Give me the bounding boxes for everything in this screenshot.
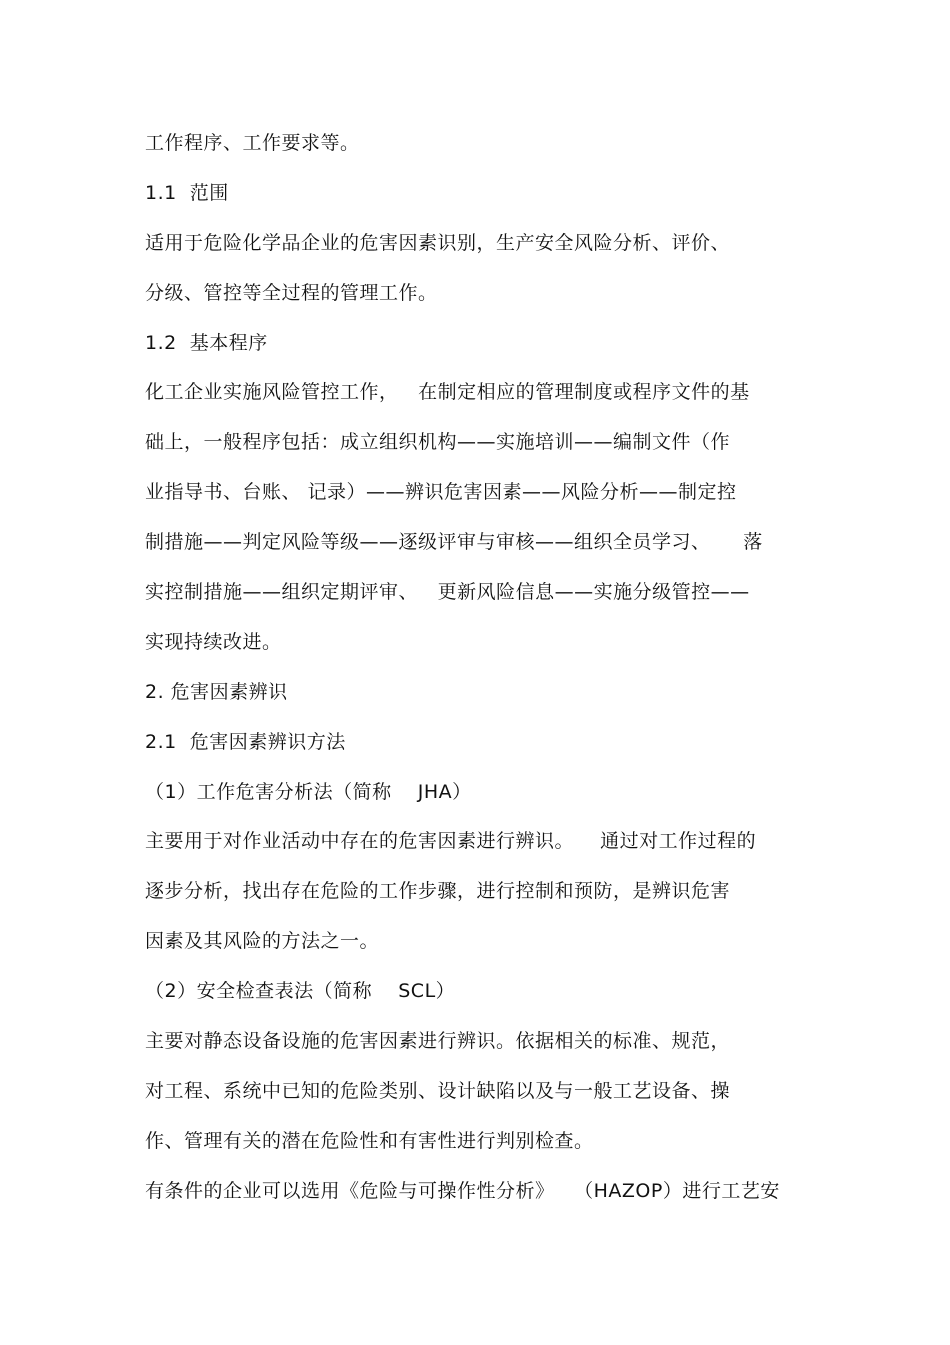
section-heading: 2.1 危害因素辨识方法: [145, 731, 346, 753]
text-line: 主要对静态设备设施的危害因素进行辨识。依据相关的标准、规范，: [145, 1030, 731, 1052]
text-line: 制措施——判定风险等级——逐级评审与审核——组织全员学习、 落: [145, 531, 763, 553]
text-line: 因素及其风险的方法之一。: [145, 930, 380, 952]
text-line: 主要用于对作业活动中存在的危害因素进行辨识。 通过对工作过程的: [145, 830, 757, 852]
text-line: 工作程序、工作要求等。: [145, 132, 360, 154]
section-heading: 1.2 基本程序: [145, 332, 268, 354]
section-heading: 2. 危害因素辨识: [145, 681, 288, 703]
text-line: 分级、管控等全过程的管理工作。: [145, 282, 438, 304]
text-line: 础上，一般程序包括：成立组织机构——实施培训——编制文件（作: [145, 431, 731, 453]
text-line: 对工程、系统中已知的危险类别、设计缺陷以及与一般工艺设备、操: [145, 1080, 731, 1102]
text-line: 作、管理有关的潜在危险性和有害性进行判别检查。: [145, 1130, 594, 1152]
text-line: 实控制措施——组织定期评审、 更新风险信息——实施分级管控——: [145, 581, 750, 603]
text-line: 逐步分析，找出存在危险的工作步骤，进行控制和预防，是辨识危害: [145, 880, 731, 902]
text-line: 适用于危险化学品企业的危害因素识别，生产安全风险分析、评价、: [145, 232, 731, 254]
text-line: 实现持续改进。: [145, 631, 282, 653]
subsection-heading: （1）工作危害分析法（简称 JHA）: [145, 781, 472, 803]
section-heading: 1.1 范围: [145, 182, 229, 204]
text-line: 化工企业实施风险管控工作， 在制定相应的管理制度或程序文件的基: [145, 381, 750, 403]
text-line: 有条件的企业可以选用《危险与可操作性分析》 （HAZOP）进行工艺安: [145, 1180, 780, 1202]
text-line: 业指导书、台账、 记录）——辨识危害因素——风险分析——制定控: [145, 481, 737, 503]
subsection-heading: （2）安全检查表法（简称 SCL）: [145, 980, 456, 1002]
